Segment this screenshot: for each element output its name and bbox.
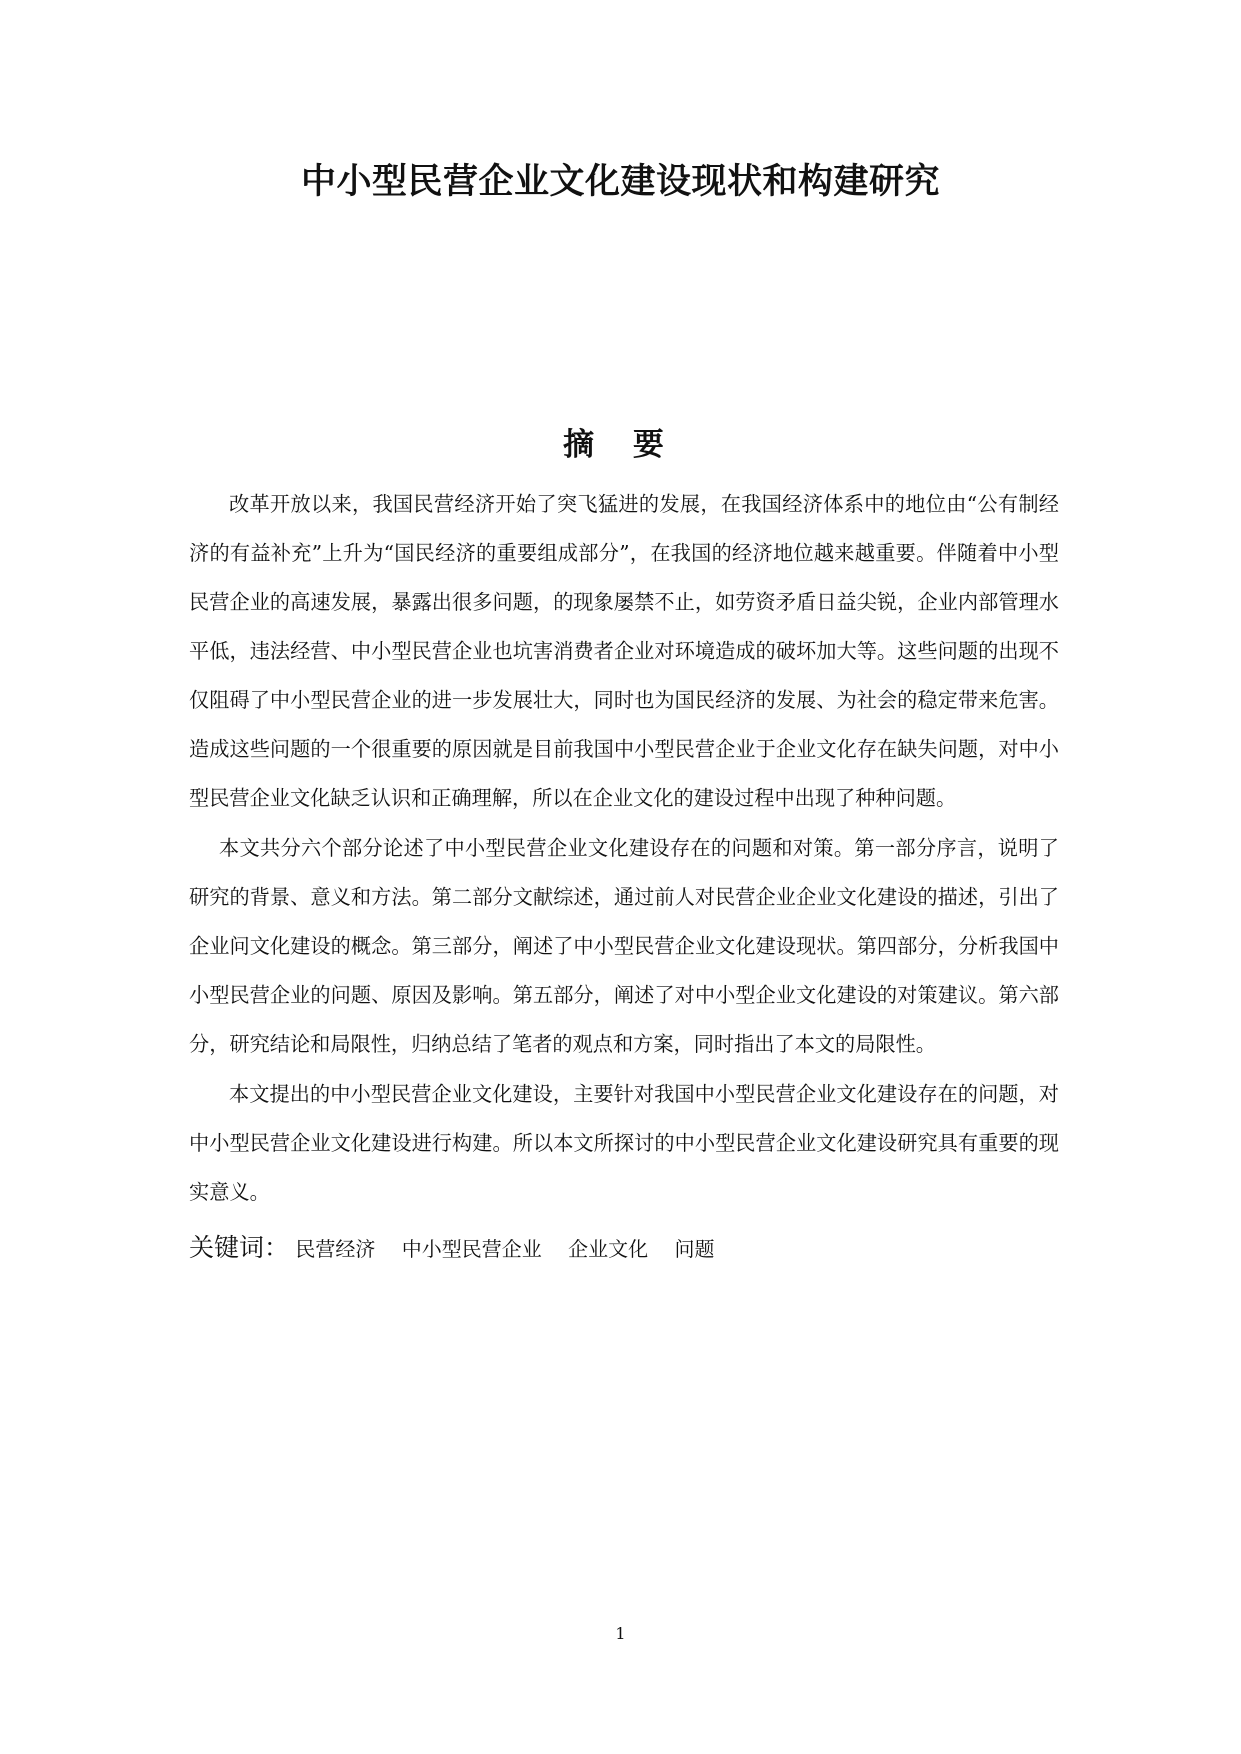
keyword: 企业文化	[568, 1237, 649, 1261]
keyword: 中小型民营企业	[401, 1237, 542, 1261]
abstract-paragraph: 改革开放以来，我国民营经济开始了突飞猛进的发展，在我国经济体系中的地位由“公有制经济的有益补充”上升为“国民经济的重要组成部分”，在我国的经济地位越来越重要。伴随着中小型民营企业的高速发展，暴露出很多问题，的现象屡禁不止，如劳资矛盾日益尖锐，企业内部管理水平低，违法经营、中小型民营企业也坑害消费者企业对环境造成的破坏加大等。这些问题的出现不仅阻碍了中小型民营企业的进一步发展壮大，同时也为国民经济的发展、为社会的稳定带来危害。造成这些问题的一个很重要的原因就是目前我国中小型民营企业于企业文化存在缺失问题，对中小型民营企业文化缺乏认识和正确理解，所以在企业文化的建设过程中出现了种种问题。	[189, 492, 1059, 810]
abstract-body	[189, 480, 1059, 1271]
abstract-paragraph: 本文共分六个部分论述了中小型民营企业文化建设存在的问题和对策。第一部分序言，说明了研究的背景、意义和方法。第二部分文献综述，通过前人对民营企业企业文化建设的描述，引出了企业问文化建设的概念。第三部分，阐述了中小型民营企业文化建设现状。第四部分，分析我国中小型民营企业的问题、原因及影响。第五部分，阐述了对中小型企业文化建设的对策建议。第六部分，研究结论和局限性，归纳总结了笔者的观点和方案，同时指出了本文的局限性。	[189, 836, 1059, 1056]
keywords-label: 关键词：	[189, 1233, 290, 1262]
keyword: 问题	[674, 1237, 715, 1261]
keyword: 民营经济	[295, 1237, 376, 1261]
keywords-line	[189, 1226, 1059, 1271]
abstract-paragraph: 本文提出的中小型民营企业文化建设，主要针对我国中小型民营企业文化建设存在的问题，对中小型民营企业文化建设进行构建。所以本文所探讨的中小型民营企业文化建设研究具有重要的现实意义。	[189, 1082, 1059, 1204]
document-title: 中小型民营企业文化建设现状和构建研究	[300, 162, 940, 202]
page-number: 1	[615, 1624, 626, 1643]
abstract-heading: 摘 要	[563, 427, 678, 463]
